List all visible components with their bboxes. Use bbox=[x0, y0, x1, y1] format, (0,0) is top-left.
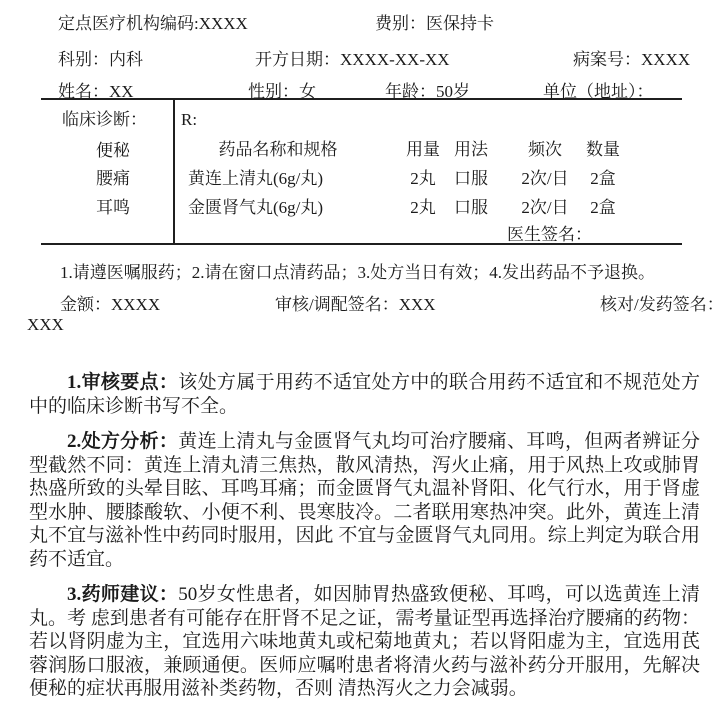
prescription-analysis-paragraph bbox=[29, 430, 700, 571]
pharmacist-advice-text: 50岁女性患者，如因肺胃热盛致便秘、耳鸣，可以选黄连上清丸。考 虑到患者有可能存在肝肾不足之证，需考量证型再选择治疗腰痛的药物：若以肾阴虚为主，宜选用六味地黄丸或杞菊地黄丸；若以肾阳虚为主，宜选用芪蓉润肠口服液，兼顾通便。医师应嘱咐患者将清火药与滋补药分开服用，先解决便秘的症状再服用滋补类药物，否则 清热泻火之力会减弱。 bbox=[29, 584, 700, 699]
drug-frequency: 2次/日 bbox=[521, 169, 569, 188]
prescription-analysis-text: 黄连上清丸与金匮肾气丸均可治疗腰痛、耳鸣，但两者辨证分型截然不同：黄连上清丸清三焦热，散风清热，泻火止痛，用于风热上攻或肺胃热盛所致的头晕目眩、耳鸣耳痛；而金匮肾气丸温补肾阳、化气行水，用于肾虚型水肿、腰膝酸软、小便不利、畏寒肢冷。二者联用寒热冲突。此外，黄连上清丸不宜与滋补性中药同时服用，因此 不宜与金匮肾气丸同用。综上判定为联合用药不适宜。 bbox=[29, 431, 700, 570]
review-points-label: 1.审核要点： bbox=[67, 372, 179, 393]
diagnosis-label: 临床诊断： bbox=[62, 110, 147, 129]
review-points-text: 该处方属于用药不适宜处方中的联合用药不适宜和不规范处方中的临床诊断书写不全。 bbox=[29, 372, 700, 417]
pharmacist-advice-paragraph bbox=[29, 583, 700, 701]
drug-quantity: 2盒 bbox=[590, 169, 616, 188]
drug-route: 口服 bbox=[454, 169, 488, 188]
column-header-frequency: 频次 bbox=[528, 140, 562, 159]
field-case-no: 病案号：XXXX bbox=[573, 50, 691, 69]
field-check-signature: 核对/发药签名： bbox=[600, 295, 724, 314]
drug-frequency: 2次/日 bbox=[521, 198, 569, 217]
field-amount: 金额：XXXX bbox=[60, 295, 161, 314]
field-patient-name: 姓名：XX bbox=[58, 82, 134, 101]
field-department: 科别：内科 bbox=[58, 50, 143, 69]
field-age: 年龄：50岁 bbox=[385, 82, 470, 101]
diagnosis-item: 耳鸣 bbox=[96, 198, 130, 217]
field-fee-type: 费别：医保持卡 bbox=[375, 14, 494, 33]
column-header-route: 用法 bbox=[454, 140, 488, 159]
table-divider-rule bbox=[173, 98, 175, 243]
drug-route: 口服 bbox=[454, 198, 488, 217]
prescription-analysis-label: 2.处方分析： bbox=[67, 431, 179, 452]
pharmacist-analysis bbox=[29, 371, 700, 713]
review-points-paragraph bbox=[29, 371, 700, 418]
drug-dose: 2丸 bbox=[410, 169, 436, 188]
pharmacist-advice-label: 3.药师建议： bbox=[67, 584, 179, 605]
diagnosis-item: 便秘 bbox=[96, 141, 130, 160]
field-review-signature: 审核/调配签名：XXX bbox=[275, 295, 436, 314]
field-org-code: 定点医疗机构编码:XXXX bbox=[58, 14, 248, 33]
drug-name: 金匮肾气丸(6g/丸) bbox=[188, 198, 324, 217]
diagnosis-item: 腰痛 bbox=[96, 169, 130, 188]
drug-dose: 2丸 bbox=[410, 198, 436, 217]
drug-name: 黄连上清丸(6g/丸) bbox=[188, 169, 324, 188]
field-unit-address: 单位（地址）： bbox=[543, 82, 654, 101]
column-header-quantity: 数量 bbox=[586, 140, 620, 159]
rx-symbol: R: bbox=[181, 110, 198, 129]
field-date: 开方日期：XXXX-XX-XX bbox=[255, 50, 450, 69]
doctor-signature-label: 医生签名： bbox=[507, 225, 592, 244]
table-top-rule bbox=[41, 98, 682, 100]
field-check-signature-value: XXX bbox=[27, 315, 64, 334]
column-header-dose: 用量 bbox=[406, 140, 440, 159]
drug-quantity: 2盒 bbox=[590, 198, 616, 217]
field-gender: 性别：女 bbox=[248, 82, 316, 101]
column-header-drug-name: 药品名称和规格 bbox=[218, 140, 338, 159]
prescription-notes: 1.请遵医嘱服药；2.请在窗口点清药品；3.处方当日有效；4.发出药品不予退换。 bbox=[60, 263, 655, 282]
